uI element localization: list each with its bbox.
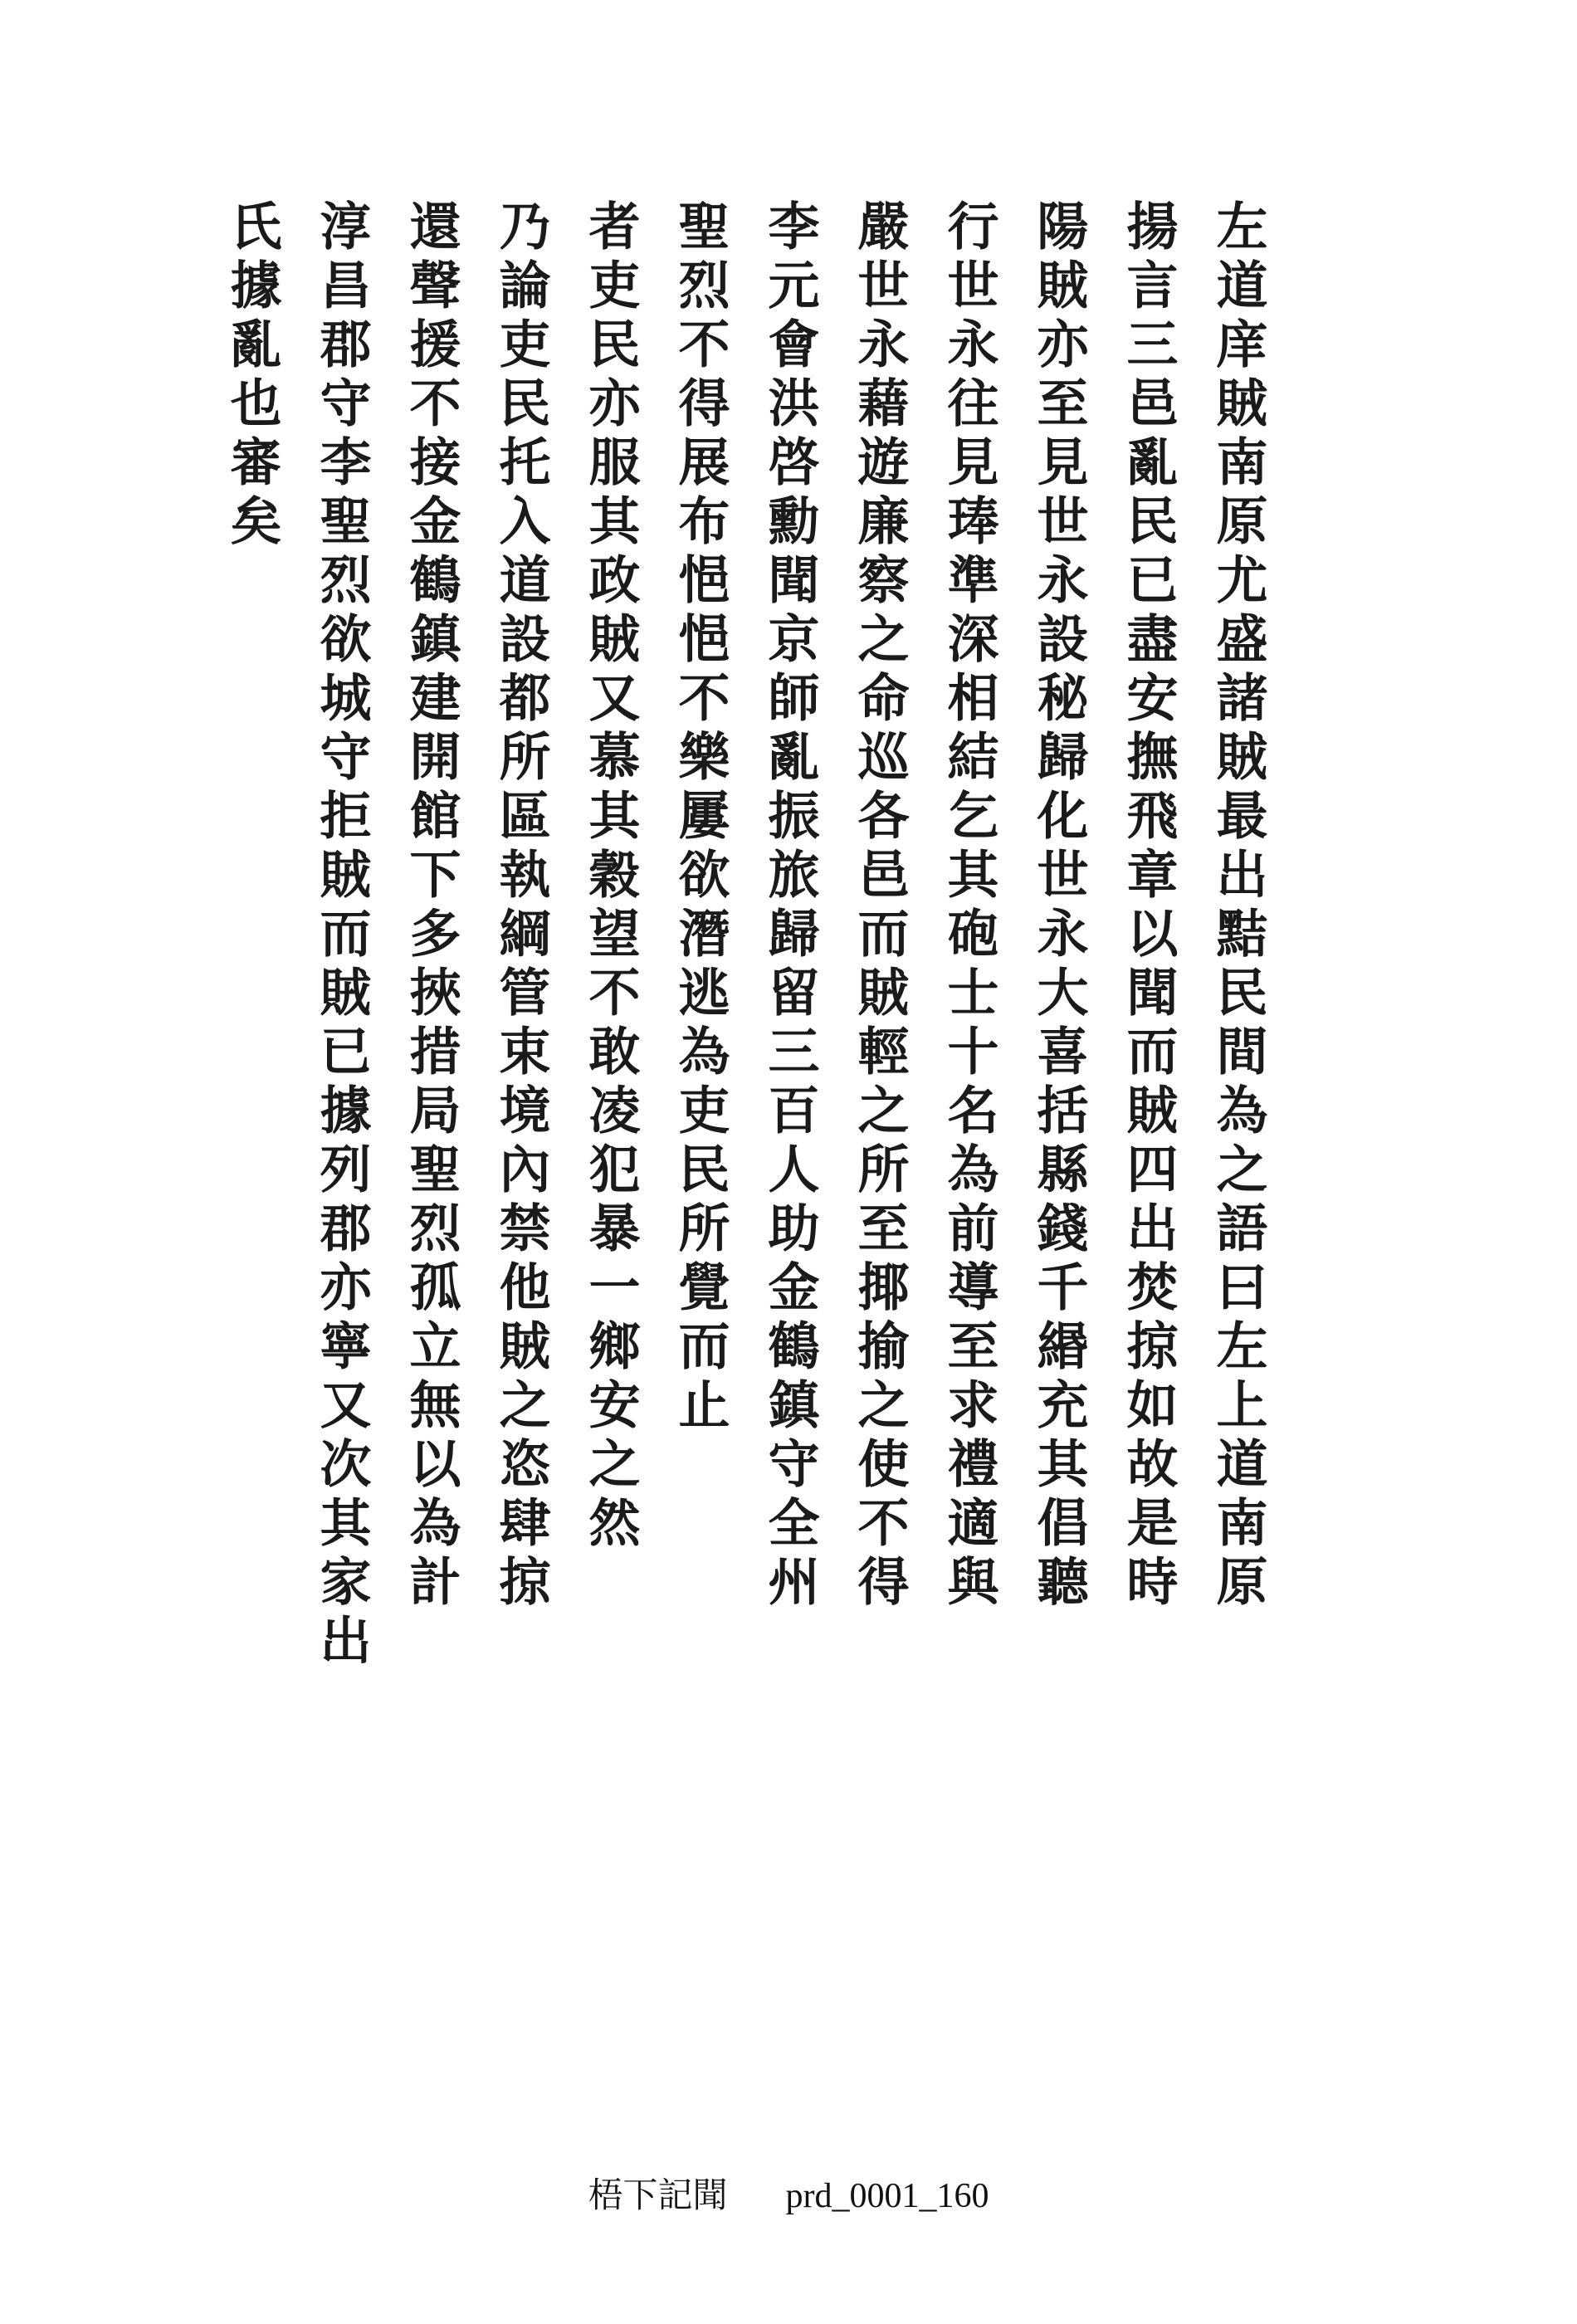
text-column-10: 陽賊亦至見世永設秘歸化世永大喜括縣錢千緡充其倡聽 [1028,199,1089,1614]
vertical-text-block [207,199,1282,1843]
text-column-7: 李元會洪啓勳聞京師亂振旅歸留三百人助金鶴鎮守全州 [759,199,820,1614]
text-column-6: 聖烈不得展布悒悒不樂屢欲潛逃為吏民所覺而止 [670,199,730,1437]
text-column-1: 氏據亂也審矣 [222,199,282,553]
text-column-4: 乃論吏民托入道設都所區執綱管束境內禁他賊之恣肆掠 [491,199,551,1614]
text-column-9: 行世永往見琫準深相結乞其砲士十名為前導至求禮適與 [939,199,999,1614]
text-column-2: 淳昌郡守李聖烈欲城守拒賊而賊已據列郡亦寧又次其家出 [311,199,372,1672]
text-column-12: 左道庠賊南原尤盛諸賊最出黠民間為之語曰左上道南原 [1208,199,1268,1614]
page-footer [0,2168,1577,2218]
text-column-5: 者吏民亦服其政賊又慕其穀望不敢凌犯暴一鄉安之然 [580,199,641,1555]
text-column-11: 揚言三邑亂民已盡安撫飛章以聞而賊四出焚掠如故是時 [1118,199,1179,1614]
text-column-8: 嚴世永藉遊廉察之命巡各邑而賊輕之所至揶揄之使不得 [849,199,910,1614]
text-column-3: 還聲援不接金鶴鎮建開館下多挾措局聖烈孤立無以為計 [401,199,461,1614]
footer-title: 梧下記聞 [588,2177,728,2215]
footer-page-id: prd_0001_160 [785,2177,989,2215]
